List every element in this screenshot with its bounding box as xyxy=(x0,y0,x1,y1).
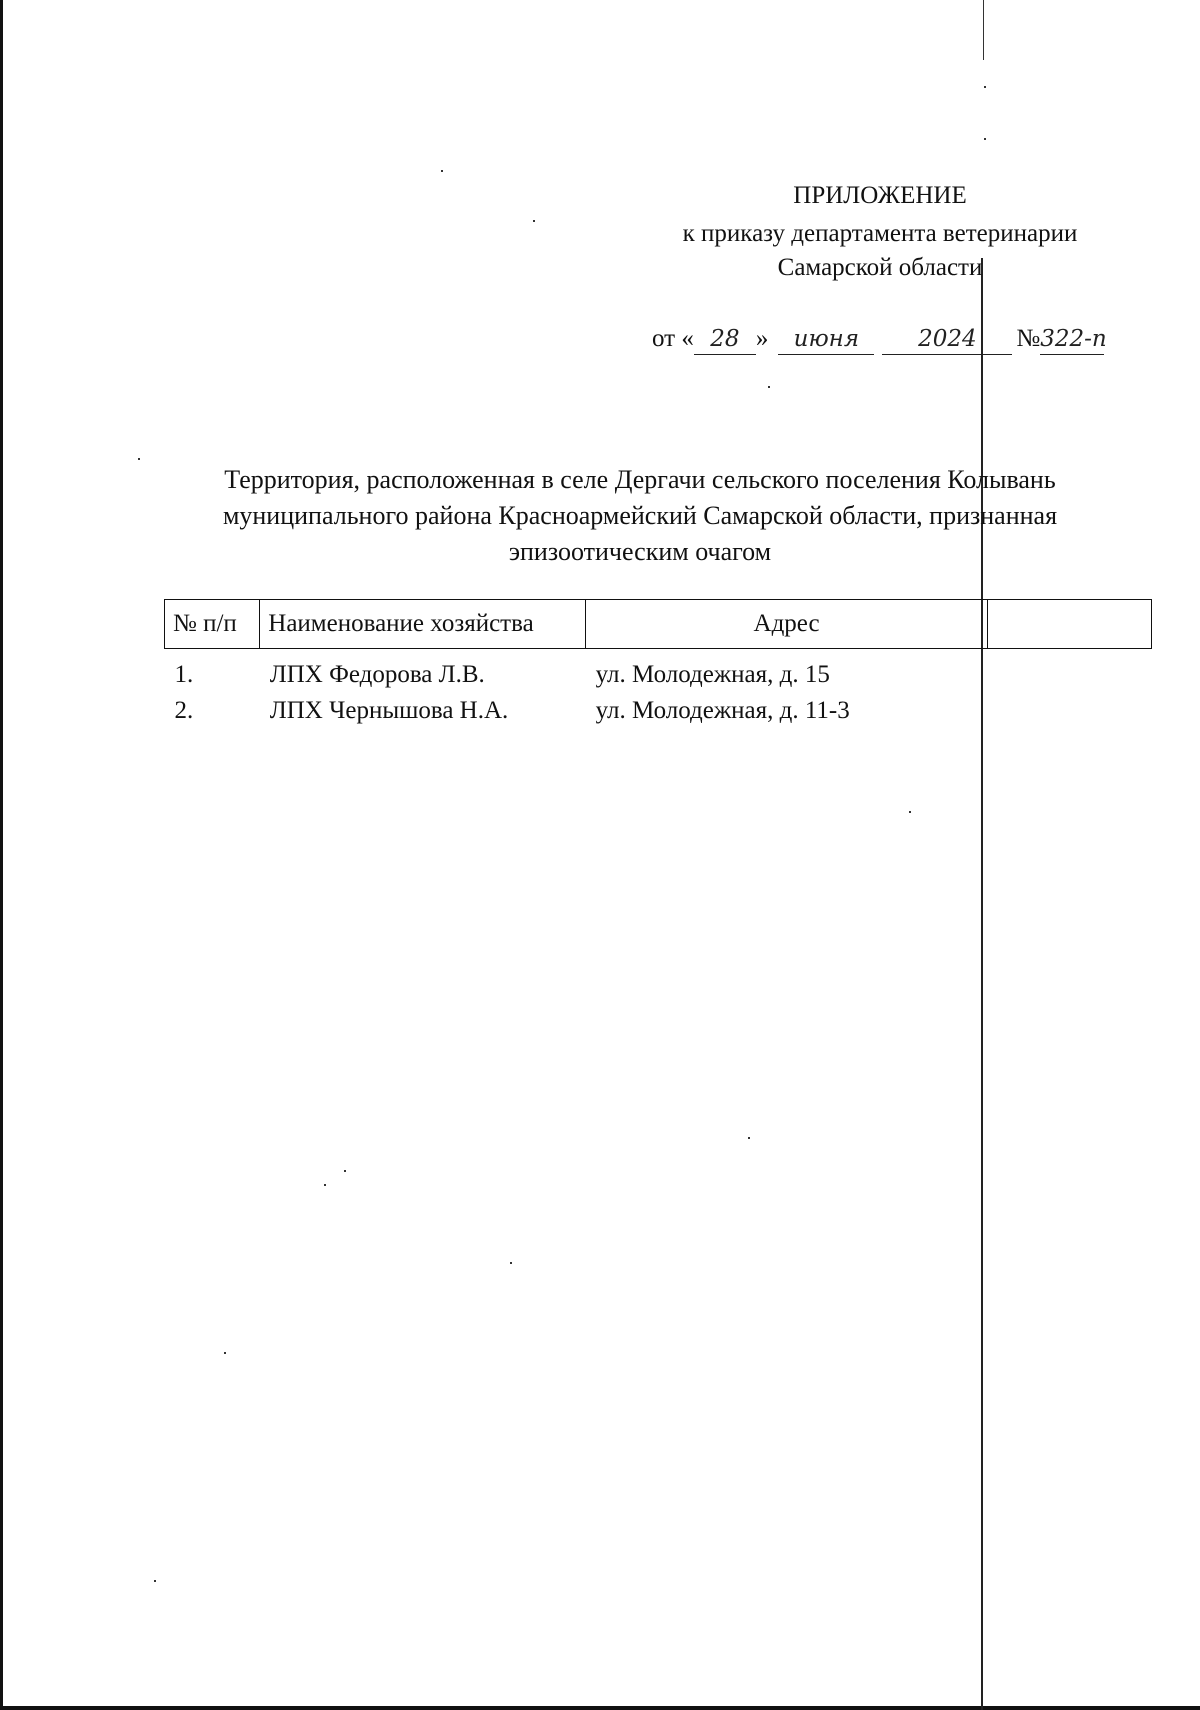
appendix-order-ref: к приказу департамента ветеринарии xyxy=(682,220,1078,247)
scan-speck xyxy=(984,138,986,140)
cell-empty xyxy=(988,693,1152,729)
scan-bottom-edge xyxy=(0,1706,1200,1710)
document-title-line1: Территория, расположенная в селе Дергачи сельского поселения Колывань xyxy=(224,465,1056,494)
scan-speck xyxy=(154,1580,156,1582)
scan-artifact-line-top xyxy=(983,0,984,60)
document-title-line3: эпизоотическим очагом xyxy=(508,537,772,566)
scan-speck xyxy=(984,86,986,88)
order-date-number xyxy=(652,322,1172,356)
farms-table xyxy=(164,599,1152,729)
scan-left-edge xyxy=(0,0,3,1710)
cell-number: 1. xyxy=(174,661,194,688)
cell-address: ул. Молодежная, д. 11-3 xyxy=(595,697,850,724)
appendix-title: ПРИЛОЖЕНИЕ xyxy=(793,182,967,209)
order-day-handwritten: 28 xyxy=(694,324,756,355)
cell-empty xyxy=(988,649,1152,694)
scan-speck xyxy=(510,1262,512,1264)
order-prefix: от « xyxy=(652,325,694,352)
order-month-handwritten: июня xyxy=(778,324,874,355)
scan-speck xyxy=(909,811,911,813)
cell-farm-name: ЛПХ Федорова Л.В. xyxy=(269,661,485,688)
cell-address: ул. Молодежная, д. 15 xyxy=(595,661,830,688)
scan-speck xyxy=(344,1170,346,1172)
scan-speck xyxy=(533,220,535,222)
col-header-empty xyxy=(988,600,1152,649)
scan-speck xyxy=(324,1184,326,1186)
document-title-line2: муниципального района Красноармейский Самарской области, признанная xyxy=(222,501,1058,530)
col-header-farm-name: Наименование хозяйства xyxy=(260,600,586,649)
scan-speck xyxy=(138,458,140,460)
order-day-close: » xyxy=(755,325,769,352)
order-number-handwritten: 322-п xyxy=(1040,324,1104,355)
cell-farm-name: ЛПХ Чернышова Н.А. xyxy=(269,697,509,724)
table-header-row xyxy=(165,600,1152,649)
cell-number: 2. xyxy=(174,697,194,724)
scan-speck xyxy=(441,170,443,172)
order-number-sign: № xyxy=(1016,325,1041,352)
scan-speck xyxy=(768,386,770,388)
table-row xyxy=(165,649,1152,694)
col-header-number: № п/п xyxy=(165,600,260,649)
scan-speck xyxy=(748,1137,750,1139)
order-year-handwritten: 2024 xyxy=(882,324,1012,355)
scan-speck xyxy=(224,1352,226,1354)
table-row xyxy=(165,693,1152,729)
appendix-region: Самарской области xyxy=(777,254,983,281)
col-header-address: Адрес xyxy=(586,600,988,649)
